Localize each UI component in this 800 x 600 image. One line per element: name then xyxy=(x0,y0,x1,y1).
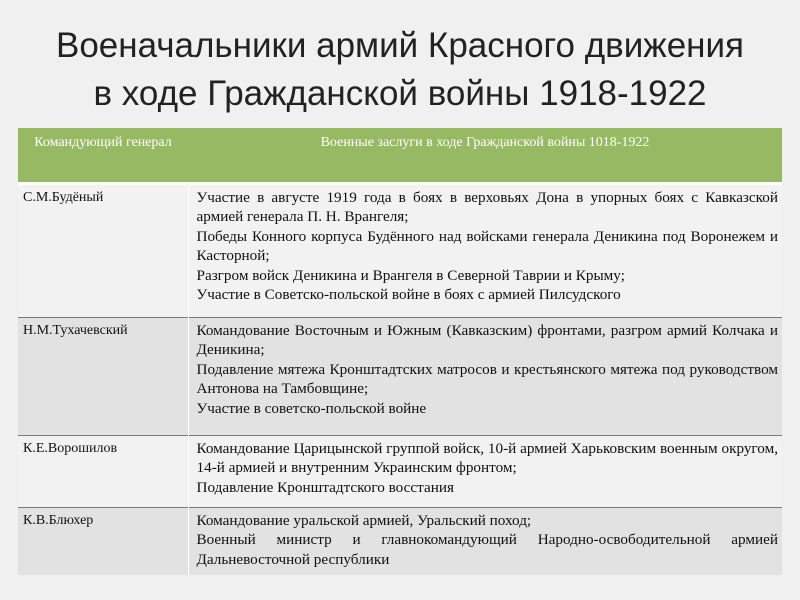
merit-item: Командование уральской армией, Уральский поход; xyxy=(196,511,532,529)
header-merits: Военные заслуги в ходе Гражданской войны 1018-1922 xyxy=(188,128,782,183)
commander-merits xyxy=(188,507,782,575)
commander-merits xyxy=(188,317,782,435)
commander-name: С.М.Будёный xyxy=(18,183,188,317)
slide-title-line-1: Военачальники армий Красного движения xyxy=(55,26,745,65)
merit-item: Победы Конного корпуса Будённого над войсками генерала Деникина под Воронежем и Касторной; xyxy=(196,227,778,264)
table-header-row xyxy=(18,128,782,183)
slide-title-line-2: в ходе Гражданской войны 1918-1922 xyxy=(93,74,707,113)
table-row xyxy=(18,435,782,507)
commander-name: К.Е.Ворошилов xyxy=(18,435,188,507)
table-row xyxy=(18,507,782,575)
table-row xyxy=(18,317,782,435)
header-commander: Командующий генерал xyxy=(18,128,188,183)
table-row xyxy=(18,183,782,317)
merit-item: Участие в Советско-польской войне в боях с армией Пилсудского xyxy=(196,286,621,303)
merit-item: Разгром войск Деникина и Врангеля в Северной Таврии и Крыму; xyxy=(196,266,625,284)
merit-item: Военный министр и главнокомандующий Народно-освободительной армией Дальневосточной республики xyxy=(196,531,778,568)
commander-name: Н.М.Тухачевский xyxy=(18,317,188,435)
merit-item: Командование Восточным и Южным (Кавказским) фронтами, разгром армий Колчака и Деникина; xyxy=(196,321,778,358)
commanders-table xyxy=(18,128,782,575)
merit-item: Подавление мятежа Кронштадтских матросов и крестьянского мятежа под руководством Антонова на Тамбовщине; xyxy=(196,360,778,397)
commander-merits xyxy=(188,183,782,317)
merit-item: Участие в советско-польской войне xyxy=(196,399,427,417)
slide-title xyxy=(0,22,800,118)
merit-item: Участие в августе 1919 года в боях в верховьях Дона в упорных боях с Кавказской армией генерала П. Н. Врангеля; xyxy=(196,188,778,225)
commander-name: К.В.Блюхер xyxy=(18,507,188,575)
commander-merits xyxy=(188,435,782,507)
merit-item: Подавление Кронштадтского восстания xyxy=(196,478,454,496)
merit-item: Командование Царицынской группой войск, 10-й армией Харьковским военным округом, 14-й армией и внутренним Украинским фронтом; xyxy=(196,439,778,476)
